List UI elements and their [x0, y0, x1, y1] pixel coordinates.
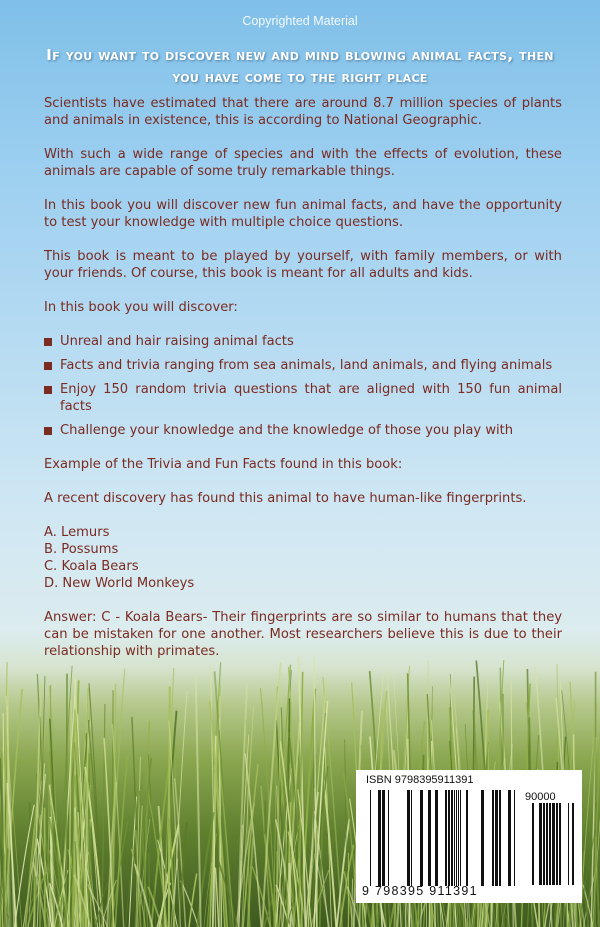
barcode-icon [370, 790, 518, 886]
isbn-digits: 9 798395 911391 [362, 884, 478, 898]
paragraph: In this book you will discover: [44, 300, 238, 315]
example-intro: Example of the Trivia and Fun Facts found in this book: [44, 457, 403, 472]
list-item-text: Challenge your knowledge and the knowledge of those you play with [60, 423, 514, 438]
headline: If you want to discover new and mind blowing animal facts, then you have come to the right place [46, 46, 554, 86]
square-bullet-icon [44, 338, 52, 346]
square-bullet-icon [44, 362, 52, 370]
paragraph: This book is meant to be played by yourself, with family members, or with your friends. Of course, this book is meant for all adults and kids. [44, 249, 562, 281]
list-item-text: Enjoy 150 random trivia questions that are aligned with 150 fun animal facts [60, 382, 562, 414]
list-item [44, 381, 562, 415]
trivia-question: A recent discovery has found this animal to have human-like fingerprints. [44, 491, 527, 506]
list-item [44, 333, 562, 350]
paragraph: With such a wide range of species and with the effects of evolution, these animals are capable of some truly remarkable things. [44, 147, 562, 179]
barcode-box [356, 770, 582, 903]
isbn-label: ISBN 9798395911391 [366, 774, 474, 786]
price-code: 90000 [525, 791, 556, 803]
option: C. Koala Bears [44, 559, 139, 574]
option: A. Lemurs [44, 525, 110, 540]
trivia-answer: Answer: C - Koala Bears- Their fingerprints are so similar to humans that they can be mistaken for one another. Most researchers believe this is due to their relationship with primates. [44, 610, 562, 659]
paragraph: Scientists have estimated that there are around 8.7 million species of plants and animals in existence, this is according to National Geographic. [44, 96, 562, 128]
list-item [44, 357, 562, 374]
list-item-text: Facts and trivia ranging from sea animals, land animals, and flying animals [60, 358, 553, 373]
square-bullet-icon [44, 427, 52, 435]
answer-options [44, 524, 562, 592]
paragraph: In this book you will discover new fun animal facts, and have the opportunity to test your knowledge with multiple choice questions. [44, 198, 562, 230]
option: D. New World Monkeys [44, 576, 195, 591]
feature-list [44, 333, 562, 439]
square-bullet-icon [44, 386, 52, 394]
addon-barcode-icon [524, 803, 574, 885]
list-item [44, 422, 562, 439]
option: B. Possums [44, 542, 119, 557]
body-text [44, 95, 562, 677]
watermark: Copyrighted Material [242, 14, 358, 28]
list-item-text: Unreal and hair raising animal facts [60, 334, 294, 349]
